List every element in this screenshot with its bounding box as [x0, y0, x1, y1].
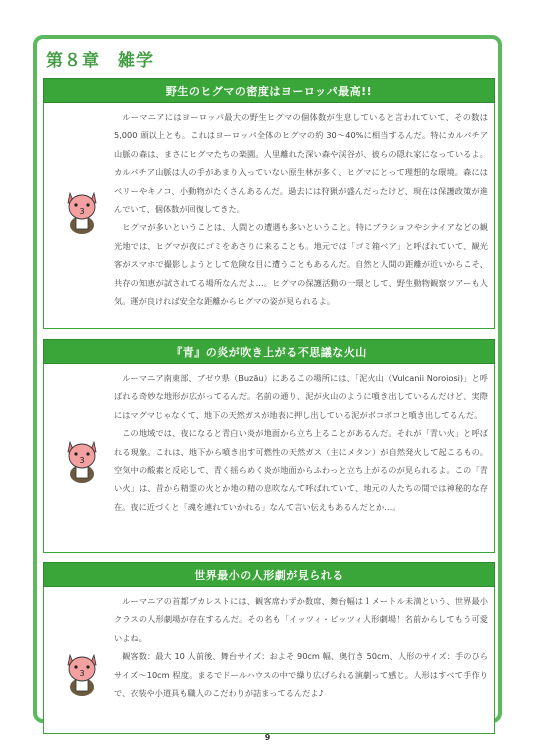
- section-text: [114, 369, 488, 516]
- section-heading: 世界最小の人形劇が見られる: [43, 562, 495, 587]
- mascot-icon: [62, 185, 102, 235]
- section-smallest-puppet-theater: [43, 562, 495, 734]
- paragraph: ルーマニアの首都ブカレストには、観客席わずか数席、舞台幅は１メートル未満という、世界最小クラスの人形劇場が存在するんだ。その名も「イッツィ・ビッツィ人形劇場！名前からしてもう可愛いよね。: [114, 596, 488, 643]
- svg-text:3: 3: [79, 456, 85, 465]
- section-text: [114, 592, 488, 702]
- section-text: [114, 108, 488, 310]
- mascot-icon: [62, 647, 102, 697]
- section-heading: 『青』の炎が吹き上がる不思議な火山: [43, 339, 495, 364]
- section-bear-density: [43, 78, 495, 329]
- section-blue-fire-volcano: [43, 339, 495, 553]
- paragraph: ルーマニア南東部、ブゼウ県（Buzău）にあるこの場所には、「泥火山（Vulcanii Noroiosi)」と呼ばれる奇妙な地形が広がってるんだ。名前の通り、泥が火山のように噴き出しているんだけど、実際にはマグマじゃなくて、地下の天然ガスが地表に押し出している泥がボコボコと噴き出してるんだ。: [114, 373, 488, 420]
- paragraph: ヒグマが多いということは、人間との遭遇も多いということ。特にブラショフやシナイアなどの観光地では、ヒグマが夜にゴミをあさりに来ることも。地元では「ゴミ箱ベア」と呼ばれていて、観光客がスマホで撮影しようとして危険な目に遭うこともあるんだ。自然と人間の距離が近いからこそ、共存の知恵が試されてる場所なんだよ…。ヒグマの保護活動の一環として、野生動物観察ツアーも人気。運が良ければ安全な距離からヒグマの姿が見られるよ。: [114, 222, 488, 307]
- paragraph: ルーマニアにはヨーロッパ最大の野生ヒグマの個体数が生息していると言われていて、その数は 5,000 頭以上とも。これはヨーロッパ全体のヒグマの約 30～40%に相当するんだ。特にカルパチア山脈の森は、まさにヒグマたちの楽園。人里離れた深い森や渓谷が、彼らの隠れ家になっているよ。カルパチア山脈は人の手があまり入っていない原生林が多く、ヒグマにとって理想的な環境。森にはベリーやキノコ、小動物がたくさんあるんだ。過去には狩猟が盛んだったけど、現在は保護政策が進んでいて、個体数が回復してきた。: [114, 112, 488, 215]
- mascot-icon: [62, 434, 102, 484]
- section-body: [43, 103, 495, 329]
- paragraph: この地域では、夜になると青白い炎が地面から立ち上ることがあるんだ。それが「青い火」と呼ばれる現象。これは、地下から噴き出す可燃性の天然ガス（主にメタン）が自然発火して起こるもの。空気中の酸素と反応して、青く揺らめく炎が地面からふわっと立ち上がるのが見られるよ。この「青い火」は、昔から精霊の火とか地の精の息吹なんて呼ばれていて、地元の人たちの間では神秘的な存在。夜に近づくと「魂を連れていかれる」なんて言い伝えもあるんだとか…。: [114, 428, 488, 512]
- page-number: 9: [264, 733, 271, 742]
- section-body: [43, 364, 495, 553]
- paragraph: 観客数：最大 10 人前後、舞台サイズ：およそ 90cm 幅、奥行き 50cm、人形のサイズ：手のひらサイズ〜10cm 程度。まるでドールハウスの中で繰り広げられる演劇って感じ。人形はすべて手作りで、衣装や小道具も職人のこだわりが詰まってるんだよ♪: [114, 651, 488, 699]
- section-heading: 野生のヒグマの密度はヨーロッパ最高!!: [43, 78, 495, 103]
- svg-text:3: 3: [79, 669, 85, 678]
- svg-text:3: 3: [79, 207, 85, 216]
- chapter-title: 第８章 雑学: [46, 51, 154, 71]
- section-body: [43, 587, 495, 734]
